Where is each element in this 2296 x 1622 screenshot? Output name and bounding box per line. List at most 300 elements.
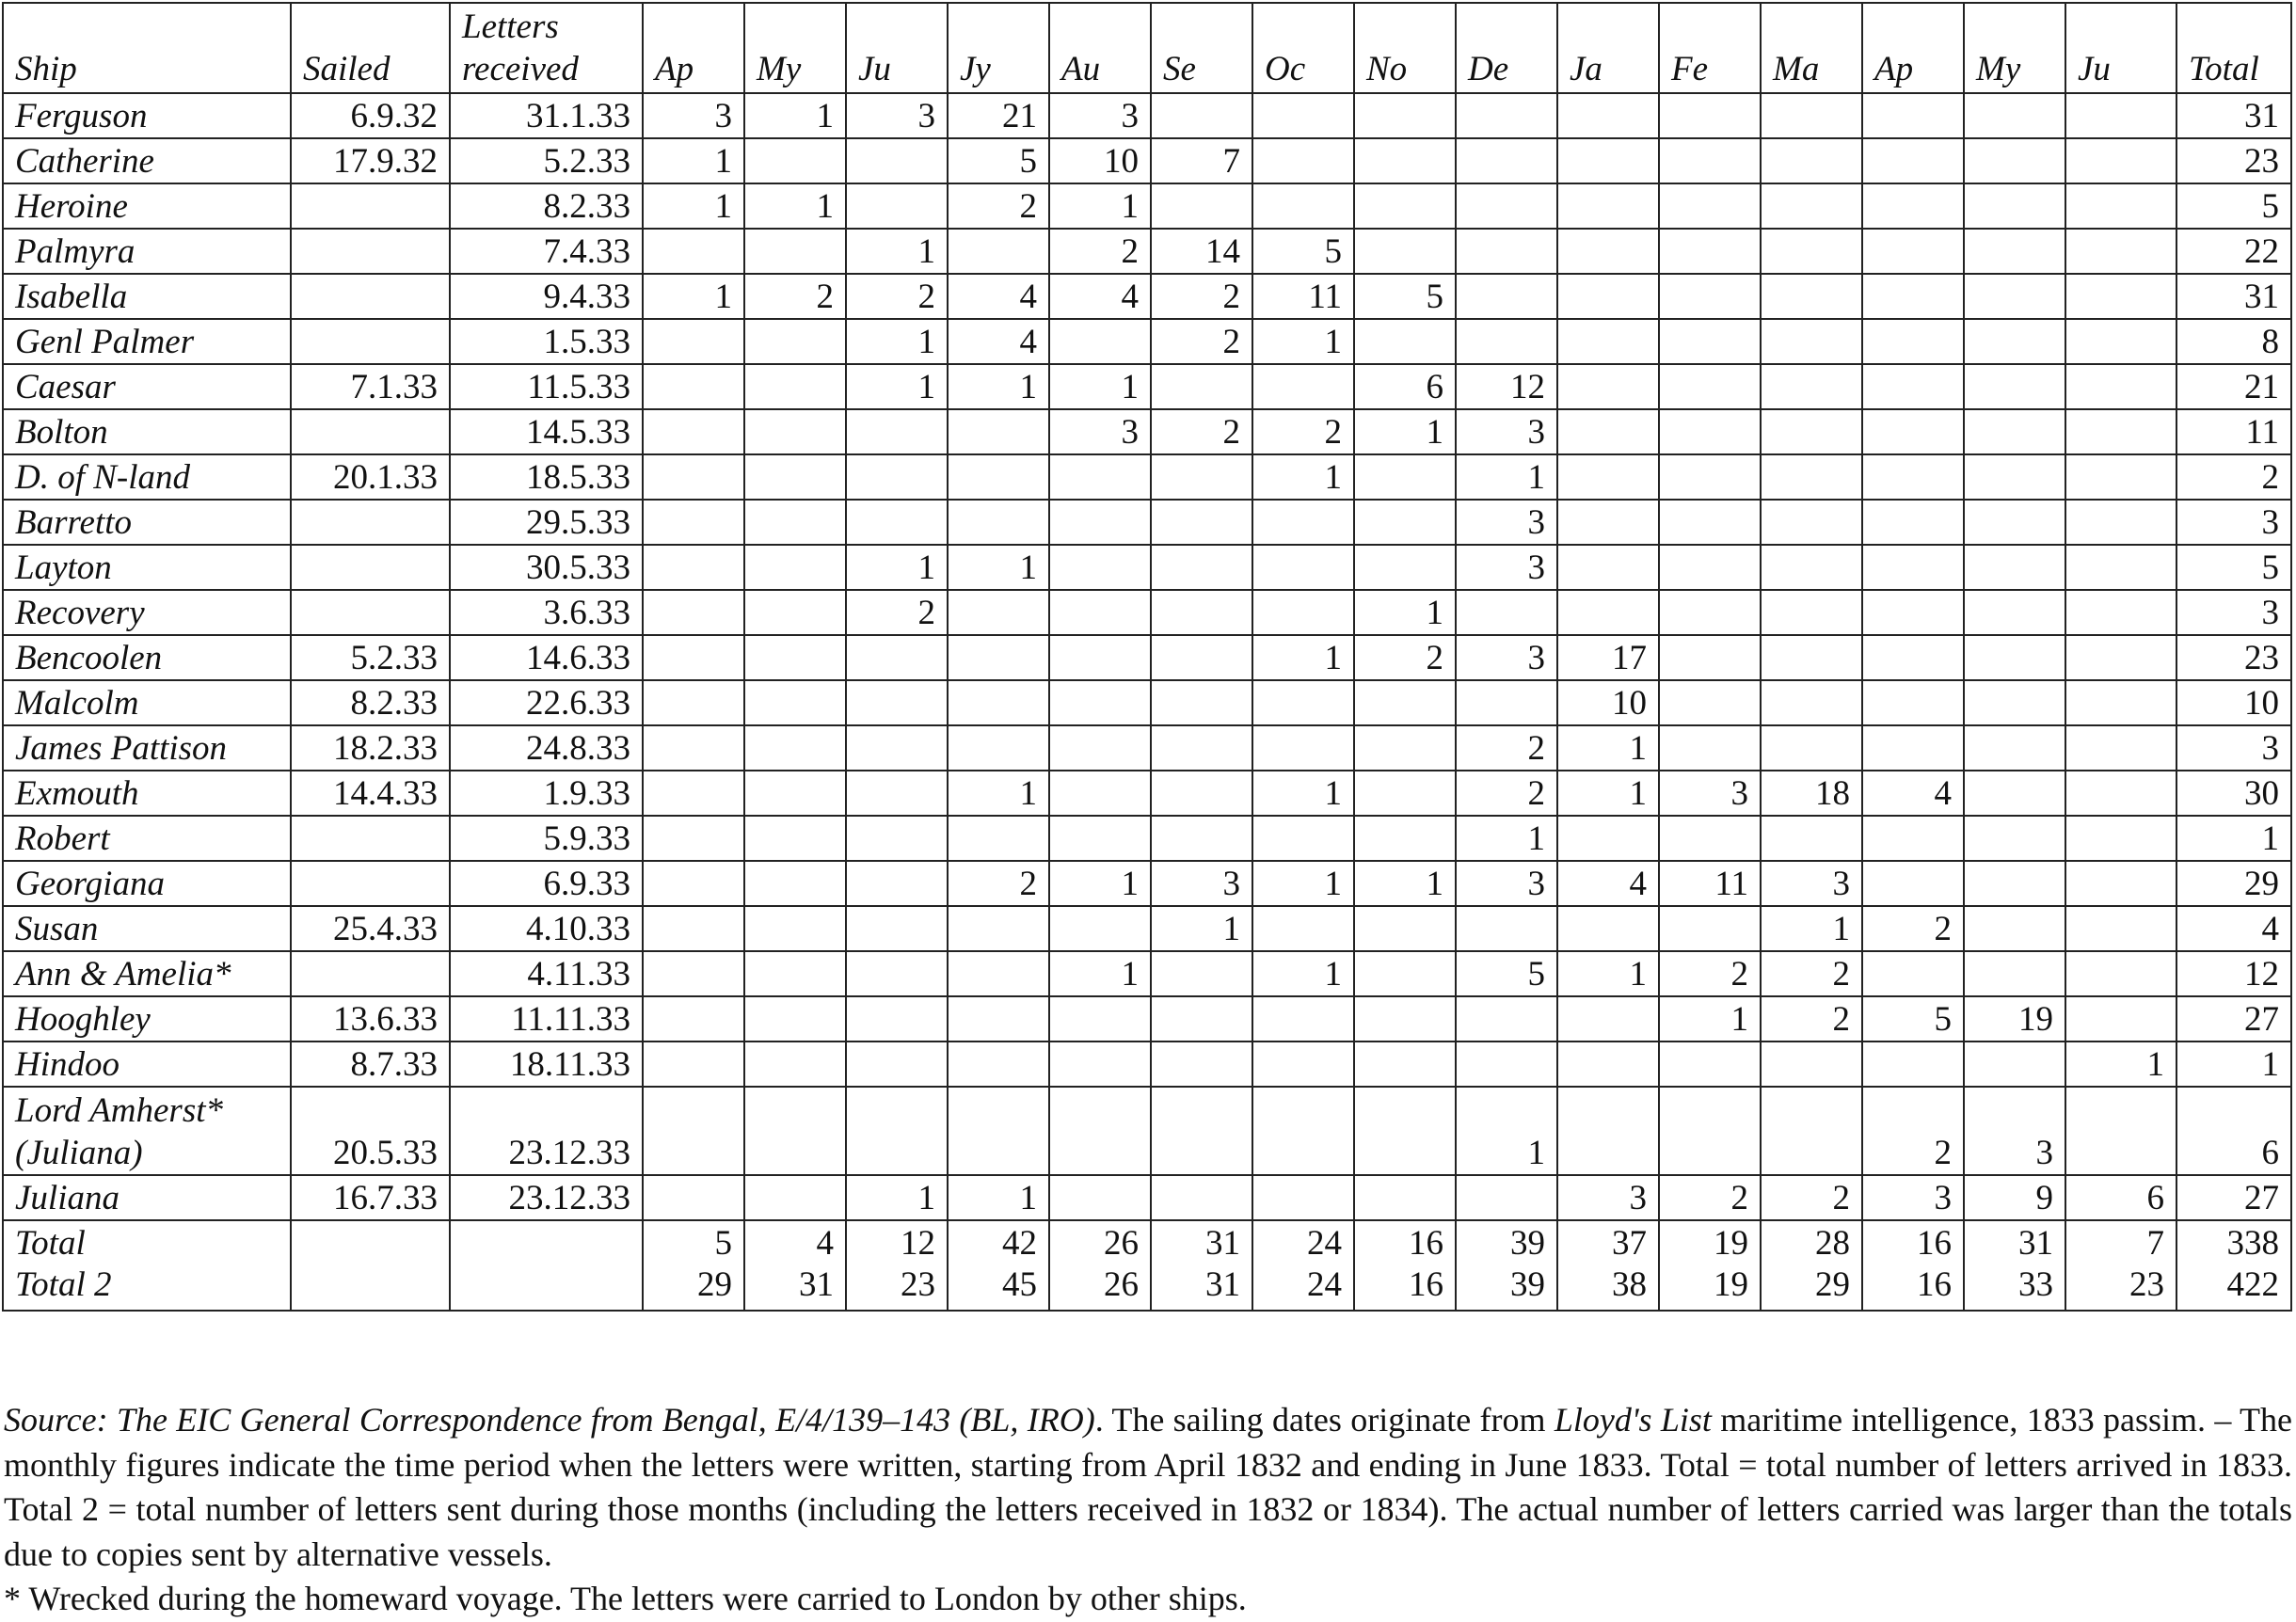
received-date: 5.9.33 [450,816,643,861]
month-count [1964,274,2065,319]
month-count [643,1087,744,1175]
month-count [1862,183,1964,229]
month-count [1252,1042,1354,1087]
month-count [846,861,948,906]
row-total: 10 [2176,680,2291,725]
received-date: 22.6.33 [450,680,643,725]
table-row [3,771,2291,816]
month-count [1964,816,2065,861]
month-count: 1 [1354,590,1456,635]
totals-grand [2176,1220,2291,1311]
month-count [1862,680,1964,725]
month-count: 5 [1456,951,1557,996]
month-count [1354,454,1456,500]
month-count [1151,545,1252,590]
ship-name: Malcolm [3,680,291,725]
month-count [1557,816,1659,861]
total-grand-value: 338 [2226,1224,2279,1263]
received-date: 29.5.33 [450,500,643,545]
totals-month [1862,1220,1964,1311]
header-month: Ma [1761,3,1862,93]
month-count [1761,319,1862,364]
month-count: 2 [1862,1087,1964,1175]
month-count [1964,680,2065,725]
total-value: 16 [1409,1224,1443,1263]
month-count: 17 [1557,635,1659,680]
month-count [1252,545,1354,590]
row-total: 31 [2176,274,2291,319]
month-count [1354,1042,1456,1087]
month-count: 3 [1456,545,1557,590]
ship-name: Ferguson [3,93,291,138]
month-count [1862,861,1964,906]
sailed-date [291,951,450,996]
month-count: 1 [1354,861,1456,906]
month-count [1151,93,1252,138]
month-count: 3 [846,93,948,138]
received-date: 23.12.33 [450,1087,643,1175]
month-count [1557,545,1659,590]
total-value: 42 [1002,1224,1037,1263]
month-count [1862,545,1964,590]
month-count: 1 [643,183,744,229]
month-count [1557,996,1659,1042]
month-count: 3 [1049,93,1151,138]
month-count: 2 [1354,635,1456,680]
month-count [1049,500,1151,545]
totals-month [643,1220,744,1311]
month-count [1049,816,1151,861]
month-count [2065,951,2176,996]
month-count [2065,409,2176,454]
table-row [3,590,2291,635]
header-month: Ja [1557,3,1659,93]
total2-value: 38 [1612,1265,1647,1305]
row-total: 5 [2176,183,2291,229]
month-count: 1 [1049,861,1151,906]
month-count [1761,409,1862,454]
month-count [2065,229,2176,274]
ship-name: Layton [3,545,291,590]
sailed-date [291,861,450,906]
ship-name: Caesar [3,364,291,409]
month-count [1659,364,1761,409]
month-count [1557,409,1659,454]
month-count [1252,996,1354,1042]
row-total: 6 [2176,1087,2291,1175]
month-count [1557,500,1659,545]
month-count: 1 [846,1175,948,1220]
month-count: 1 [1659,996,1761,1042]
month-count: 1 [1557,771,1659,816]
table-header-row [3,3,2291,93]
row-total: 11 [2176,409,2291,454]
month-count: 1 [1252,771,1354,816]
header-month: My [1964,3,2065,93]
month-count [1151,725,1252,771]
total-value: 37 [1612,1224,1647,1263]
month-count [1354,93,1456,138]
month-count [2065,545,2176,590]
month-count [1354,500,1456,545]
month-count [643,996,744,1042]
month-count [2065,996,2176,1042]
received-date: 18.5.33 [450,454,643,500]
month-count [846,996,948,1042]
month-count: 5 [1862,996,1964,1042]
month-count [948,409,1049,454]
total-value: 12 [901,1224,935,1263]
table-row [3,545,2291,590]
total2-value: 31 [1205,1265,1240,1305]
month-count [1252,680,1354,725]
month-count [643,500,744,545]
month-count: 1 [1252,635,1354,680]
ship-name: Barretto [3,500,291,545]
total-value: 24 [1307,1224,1342,1263]
month-count [1151,816,1252,861]
month-count [1354,951,1456,996]
month-count [1151,500,1252,545]
month-count [1354,996,1456,1042]
month-count: 4 [1557,861,1659,906]
table-row [3,138,2291,183]
month-count [2065,274,2176,319]
ship-name: Recovery [3,590,291,635]
header-month: Se [1151,3,1252,93]
month-count: 11 [1252,274,1354,319]
sailed-date: 13.6.33 [291,996,450,1042]
month-count [1964,1042,2065,1087]
ship-name: Bolton [3,409,291,454]
month-count [1862,816,1964,861]
month-count: 2 [1456,725,1557,771]
month-count [1761,635,1862,680]
month-count [1151,1175,1252,1220]
table-row [3,500,2291,545]
lloyds-list: Lloyd's List [1554,1401,1712,1439]
month-count [643,409,744,454]
totals-received-empty [450,1220,643,1311]
source-title: The EIC General Correspondence from Bengal, E/4/139–143 (BL, IRO) [116,1401,1095,1439]
month-count: 4 [1049,274,1151,319]
month-count [846,409,948,454]
month-count [1964,861,2065,906]
header-month: Ju [2065,3,2176,93]
month-count: 2 [1151,274,1252,319]
received-date: 30.5.33 [450,545,643,590]
totals-month [744,1220,846,1311]
month-count: 1 [643,138,744,183]
month-count [643,680,744,725]
month-count [948,500,1049,545]
month-count [1557,906,1659,951]
month-count [1862,138,1964,183]
month-count [2065,861,2176,906]
month-count [846,906,948,951]
month-count: 5 [948,138,1049,183]
month-count [744,725,846,771]
month-count [1354,1087,1456,1175]
sailed-date: 16.7.33 [291,1175,450,1220]
month-count [2065,319,2176,364]
row-total: 23 [2176,138,2291,183]
month-count [1659,1087,1761,1175]
month-count [1151,454,1252,500]
month-count [1761,364,1862,409]
month-count [1252,500,1354,545]
received-date: 1.9.33 [450,771,643,816]
row-total: 29 [2176,861,2291,906]
ship-name: Georgiana [3,861,291,906]
received-date: 9.4.33 [450,274,643,319]
month-count: 3 [1456,861,1557,906]
month-count [1659,138,1761,183]
header-month: Fe [1659,3,1761,93]
ship-name: Palmyra [3,229,291,274]
month-count [1049,454,1151,500]
month-count: 3 [1456,635,1557,680]
month-count [1049,319,1151,364]
month-count: 1 [643,274,744,319]
month-count [1456,906,1557,951]
ship-name: Heroine [3,183,291,229]
month-count [1557,319,1659,364]
month-count [744,500,846,545]
source-note [4,1398,2292,1577]
month-count: 1 [1456,1087,1557,1175]
sailed-date: 17.9.32 [291,138,450,183]
month-count [1761,93,1862,138]
month-count [1761,590,1862,635]
month-count: 1 [1761,906,1862,951]
month-count [1964,771,2065,816]
header-month: Oc [1252,3,1354,93]
month-count [1557,590,1659,635]
month-count [643,1175,744,1220]
received-date: 7.4.33 [450,229,643,274]
month-count: 1 [1252,319,1354,364]
total-value: 31 [2018,1224,2053,1263]
month-count [1354,545,1456,590]
month-count [2065,454,2176,500]
month-count [846,816,948,861]
table-row [3,454,2291,500]
row-total: 3 [2176,725,2291,771]
total-value: 39 [1510,1224,1545,1263]
month-count [1659,319,1761,364]
month-count [1862,590,1964,635]
month-count [1964,906,2065,951]
header-month: Ju [846,3,948,93]
total-value: 31 [1205,1224,1240,1263]
header-month: No [1354,3,1456,93]
month-count: 1 [846,319,948,364]
month-count: 1 [1252,951,1354,996]
header-letters-received [450,3,643,93]
row-total: 1 [2176,1042,2291,1087]
month-count [1252,364,1354,409]
month-count: 2 [948,183,1049,229]
month-count [846,454,948,500]
month-count [846,138,948,183]
month-count [1964,138,2065,183]
sailed-date: 8.7.33 [291,1042,450,1087]
month-count [744,1042,846,1087]
month-count: 1 [846,545,948,590]
table-row [3,861,2291,906]
month-count [1049,906,1151,951]
month-count [1659,93,1761,138]
total2-label: Total 2 [15,1265,112,1305]
month-count [1049,680,1151,725]
month-count [846,635,948,680]
row-total: 30 [2176,771,2291,816]
month-count [1761,725,1862,771]
month-count [643,951,744,996]
month-count [1354,319,1456,364]
total2-value: 39 [1510,1265,1545,1305]
month-count [1964,364,2065,409]
totals-labels [3,1220,291,1311]
month-count [1761,816,1862,861]
table-notes [4,1398,2292,1622]
month-count [1761,138,1862,183]
source-label: Source: [4,1401,108,1439]
sailed-date [291,183,450,229]
month-count [2065,93,2176,138]
month-count: 1 [744,183,846,229]
totals-month [1456,1220,1557,1311]
header-ship: Ship [3,3,291,93]
ship-name: Susan [3,906,291,951]
month-count [1151,183,1252,229]
header-month: Ap [1862,3,1964,93]
month-count: 4 [948,319,1049,364]
month-count [744,906,846,951]
header-month: Ap [643,3,744,93]
month-count [948,1042,1049,1087]
month-count [846,951,948,996]
header-month: My [744,3,846,93]
sailed-date [291,590,450,635]
total2-value: 45 [1002,1265,1037,1305]
month-count [2065,816,2176,861]
month-count [1761,680,1862,725]
total-value: 4 [816,1224,834,1263]
month-count [948,906,1049,951]
month-count [1761,1087,1862,1175]
month-count [1456,274,1557,319]
totals-month [1761,1220,1862,1311]
total2-value: 31 [799,1265,834,1305]
month-count [1456,138,1557,183]
month-count [1557,1087,1659,1175]
month-count: 2 [846,590,948,635]
totals-month [948,1220,1049,1311]
month-count: 1 [1456,816,1557,861]
month-count: 3 [1151,861,1252,906]
table-row [3,229,2291,274]
month-count [1151,771,1252,816]
month-count [1964,725,2065,771]
row-total: 1 [2176,816,2291,861]
month-count [2065,183,2176,229]
month-count [1456,996,1557,1042]
month-count: 3 [1964,1087,2065,1175]
month-count [1456,319,1557,364]
month-count [643,545,744,590]
month-count [1252,183,1354,229]
month-count: 7 [1151,138,1252,183]
month-count [1252,1087,1354,1175]
month-count [1862,725,1964,771]
received-date: 1.5.33 [450,319,643,364]
table-row [3,1087,2291,1175]
source-rest: . – The monthly figures indicate the time period when the letters were written, starting from April 1832 and ending in June 1833. Total = total number of letters arrived in 1833. Total 2 = total number of letters sent during those months (including the letters received in 1832 or 1834). The actual number of letters carried was larger than the totals due to copies sent by alternative vessels. [4,1401,2293,1573]
month-count [1964,545,2065,590]
month-count [744,454,846,500]
month-count [1659,1042,1761,1087]
month-count [1659,183,1761,229]
row-total: 8 [2176,319,2291,364]
total2-value: 16 [1409,1265,1443,1305]
month-count [1049,590,1151,635]
month-count [2065,1087,2176,1175]
month-count [948,590,1049,635]
row-total: 5 [2176,545,2291,590]
month-count: 2 [846,274,948,319]
month-count [1557,93,1659,138]
month-count: 1 [1049,183,1151,229]
table-row [3,319,2291,364]
month-count: 4 [948,274,1049,319]
month-count: 3 [1659,771,1761,816]
month-count [1659,454,1761,500]
month-count [948,1087,1049,1175]
month-count: 1 [846,364,948,409]
total-value: 26 [1104,1224,1139,1263]
month-count [1557,274,1659,319]
month-count: 9 [1964,1175,2065,1220]
month-count [1354,906,1456,951]
header-letters-received-line1: Letters [462,8,559,47]
month-count [1151,1087,1252,1175]
month-count [1049,996,1151,1042]
month-count [1456,93,1557,138]
sailed-date [291,816,450,861]
received-date: 14.6.33 [450,635,643,680]
month-count [1964,183,2065,229]
month-count [1456,680,1557,725]
month-count: 2 [948,861,1049,906]
month-count: 3 [1862,1175,1964,1220]
month-count [1354,229,1456,274]
total2-value: 23 [2129,1265,2164,1305]
month-count [2065,725,2176,771]
header-month: Au [1049,3,1151,93]
ship-name: Bencoolen [3,635,291,680]
total2-value: 26 [1104,1265,1139,1305]
ship-name: Exmouth [3,771,291,816]
month-count [744,319,846,364]
month-count [1151,364,1252,409]
received-date: 11.5.33 [450,364,643,409]
month-count [1151,680,1252,725]
month-count: 3 [1761,861,1862,906]
row-total: 3 [2176,590,2291,635]
ship-name: Isabella [3,274,291,319]
